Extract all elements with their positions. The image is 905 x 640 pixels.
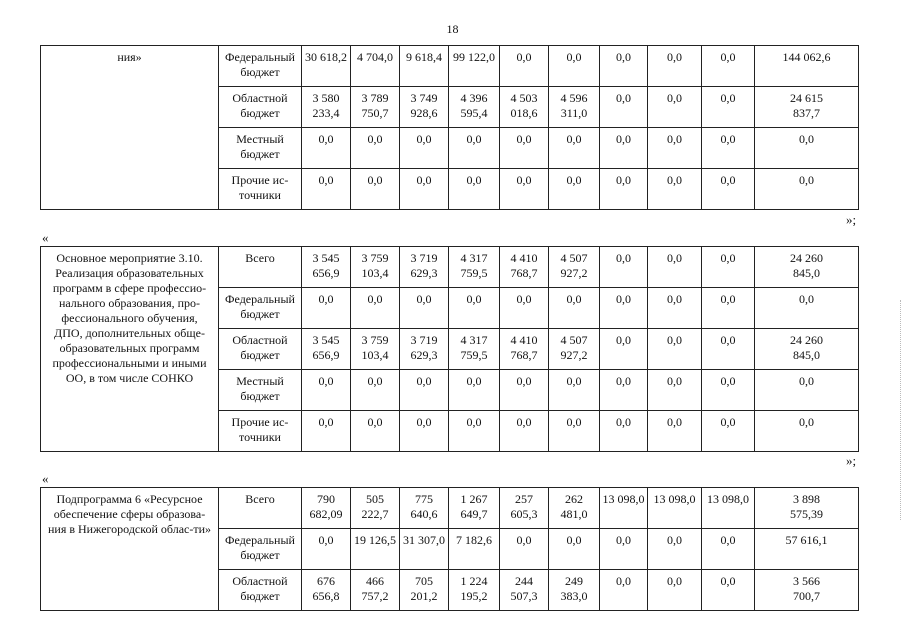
value-cell: 31 307,0 [400, 529, 449, 570]
value-cell: 0,0 [302, 411, 351, 452]
value-cell: 0,0 [500, 128, 549, 169]
value-cell: 0,0 [549, 370, 600, 411]
value-cell: 0,0 [302, 288, 351, 329]
value-cell: 0,0 [702, 329, 755, 370]
value-cell: 4 317 759,5 [449, 329, 500, 370]
funding-source: Областной бюджет [219, 570, 302, 611]
value-cell: 13 098,0 [702, 488, 755, 529]
value-cell: 0,0 [755, 128, 859, 169]
value-cell: 24 615 837,7 [755, 87, 859, 128]
value-cell: 99 122,0 [449, 46, 500, 87]
value-cell: 0,0 [702, 247, 755, 288]
value-cell: 0,0 [600, 529, 648, 570]
value-cell: 3 759 103,4 [351, 329, 400, 370]
value-cell: 0,0 [648, 329, 702, 370]
value-cell: 0,0 [400, 288, 449, 329]
value-cell: 505 222,7 [351, 488, 400, 529]
value-cell: 262 481,0 [549, 488, 600, 529]
value-cell: 0,0 [351, 288, 400, 329]
value-cell: 0,0 [755, 169, 859, 210]
value-cell: 0,0 [702, 87, 755, 128]
value-cell: 257 605,3 [500, 488, 549, 529]
value-cell: 0,0 [648, 288, 702, 329]
value-cell: 0,0 [702, 46, 755, 87]
value-cell: 3 719 629,3 [400, 247, 449, 288]
value-cell: 0,0 [449, 169, 500, 210]
table-row [41, 247, 859, 288]
program-description: Основное мероприятие 3.10. Реализация образовательных программ в сфере профессио-нального образования, про-фессионального обучения, ДПО, дополнительных обще-образовательных программ профессиональными и иными ОО, в том числе СОНКО [41, 247, 219, 452]
value-cell: 0,0 [400, 411, 449, 452]
value-cell: 57 616,1 [755, 529, 859, 570]
value-cell: 466 757,2 [351, 570, 400, 611]
value-cell: 0,0 [500, 46, 549, 87]
value-cell: 0,0 [648, 411, 702, 452]
value-cell: 30 618,2 [302, 46, 351, 87]
value-cell: 3 545 656,9 [302, 329, 351, 370]
value-cell: 0,0 [600, 411, 648, 452]
value-cell: 13 098,0 [600, 488, 648, 529]
value-cell: 0,0 [351, 128, 400, 169]
value-cell: 4 507 927,2 [549, 247, 600, 288]
value-cell: 0,0 [648, 529, 702, 570]
value-cell: 0,0 [500, 529, 549, 570]
value-cell: 0,0 [702, 570, 755, 611]
value-cell: 0,0 [549, 529, 600, 570]
value-cell: 0,0 [549, 46, 600, 87]
funding-source: Всего [219, 488, 302, 529]
value-cell: 0,0 [549, 169, 600, 210]
value-cell: 24 260 845,0 [755, 247, 859, 288]
funding-source: Федеральный бюджет [219, 46, 302, 87]
value-cell: 0,0 [600, 169, 648, 210]
value-cell: 4 503 018,6 [500, 87, 549, 128]
value-cell: 0,0 [449, 288, 500, 329]
closing-quote-1: »; [846, 212, 857, 227]
value-cell: 144 062,6 [755, 46, 859, 87]
value-cell: 0,0 [500, 288, 549, 329]
value-cell: 0,0 [702, 529, 755, 570]
value-cell: 0,0 [648, 128, 702, 169]
value-cell: 0,0 [500, 411, 549, 452]
value-cell: 0,0 [648, 247, 702, 288]
value-cell: 0,0 [702, 128, 755, 169]
value-cell: 3 759 103,4 [351, 247, 400, 288]
value-cell: 4 317 759,5 [449, 247, 500, 288]
value-cell: 0,0 [549, 411, 600, 452]
value-cell: 0,0 [600, 370, 648, 411]
value-cell: 705 201,2 [400, 570, 449, 611]
value-cell: 0,0 [351, 169, 400, 210]
value-cell: 0,0 [600, 288, 648, 329]
value-cell: 19 126,5 [351, 529, 400, 570]
value-cell: 4 410 768,7 [500, 329, 549, 370]
value-cell: 244 507,3 [500, 570, 549, 611]
value-cell: 3 566 700,7 [755, 570, 859, 611]
value-cell: 0,0 [302, 529, 351, 570]
program-description: ния» [41, 46, 219, 210]
funding-source: Прочие ис- точники [219, 169, 302, 210]
financing-table-2 [40, 246, 859, 452]
value-cell: 0,0 [648, 570, 702, 611]
value-cell: 0,0 [600, 247, 648, 288]
closing-quote-2: »; [846, 453, 857, 468]
value-cell: 3 789 750,7 [351, 87, 400, 128]
value-cell: 0,0 [302, 169, 351, 210]
value-cell: 0,0 [400, 128, 449, 169]
value-cell: 0,0 [755, 411, 859, 452]
funding-source: Местный бюджет [219, 370, 302, 411]
value-cell: 1 267 649,7 [449, 488, 500, 529]
funding-source: Областной бюджет [219, 87, 302, 128]
value-cell: 0,0 [755, 288, 859, 329]
value-cell: 0,0 [702, 288, 755, 329]
page-number: 18 [446, 22, 459, 36]
funding-source: Всего [219, 247, 302, 288]
value-cell: 0,0 [600, 46, 648, 87]
value-cell: 0,0 [449, 370, 500, 411]
value-cell: 0,0 [302, 370, 351, 411]
value-cell: 676 656,8 [302, 570, 351, 611]
value-cell: 0,0 [648, 169, 702, 210]
value-cell: 0,0 [449, 411, 500, 452]
value-cell: 0,0 [302, 128, 351, 169]
value-cell: 0,0 [449, 128, 500, 169]
financing-table-1 [40, 45, 859, 210]
value-cell: 0,0 [351, 411, 400, 452]
value-cell: 7 182,6 [449, 529, 500, 570]
opening-quote-1: « [42, 230, 49, 245]
value-cell: 9 618,4 [400, 46, 449, 87]
value-cell: 3 719 629,3 [400, 329, 449, 370]
funding-source: Федеральный бюджет [219, 529, 302, 570]
value-cell: 775 640,6 [400, 488, 449, 529]
value-cell: 1 224 195,2 [449, 570, 500, 611]
value-cell: 24 260 845,0 [755, 329, 859, 370]
value-cell: 3 898 575,39 [755, 488, 859, 529]
value-cell: 0,0 [400, 370, 449, 411]
value-cell: 4 410 768,7 [500, 247, 549, 288]
value-cell: 4 704,0 [351, 46, 400, 87]
program-description: Подпрограмма 6 «Ресурсное обеспечение сферы образова-ния в Нижегородской облас-ти» [41, 488, 219, 611]
value-cell: 3 545 656,9 [302, 247, 351, 288]
table-row [41, 46, 859, 87]
value-cell: 0,0 [500, 370, 549, 411]
value-cell: 0,0 [648, 370, 702, 411]
value-cell: 0,0 [549, 288, 600, 329]
value-cell: 0,0 [600, 87, 648, 128]
funding-source: Федеральный бюджет [219, 288, 302, 329]
value-cell: 0,0 [600, 570, 648, 611]
funding-source: Областной бюджет [219, 329, 302, 370]
value-cell: 0,0 [755, 370, 859, 411]
value-cell: 3 580 233,4 [302, 87, 351, 128]
value-cell: 0,0 [702, 169, 755, 210]
value-cell: 0,0 [600, 329, 648, 370]
value-cell: 790 682,09 [302, 488, 351, 529]
value-cell: 4 596 311,0 [549, 87, 600, 128]
value-cell: 0,0 [400, 169, 449, 210]
funding-source: Прочие ис- точники [219, 411, 302, 452]
financing-table-3 [40, 487, 859, 611]
value-cell: 0,0 [549, 128, 600, 169]
value-cell: 13 098,0 [648, 488, 702, 529]
value-cell: 3 749 928,6 [400, 87, 449, 128]
value-cell: 249 383,0 [549, 570, 600, 611]
value-cell: 0,0 [648, 46, 702, 87]
value-cell: 0,0 [500, 169, 549, 210]
opening-quote-2: « [42, 471, 49, 486]
value-cell: 0,0 [702, 370, 755, 411]
value-cell: 0,0 [648, 87, 702, 128]
funding-source: Местный бюджет [219, 128, 302, 169]
table-row [41, 488, 859, 529]
value-cell: 0,0 [351, 370, 400, 411]
value-cell: 0,0 [600, 128, 648, 169]
value-cell: 4 507 927,2 [549, 329, 600, 370]
value-cell: 4 396 595,4 [449, 87, 500, 128]
value-cell: 0,0 [702, 411, 755, 452]
scan-edge-line [900, 300, 902, 520]
